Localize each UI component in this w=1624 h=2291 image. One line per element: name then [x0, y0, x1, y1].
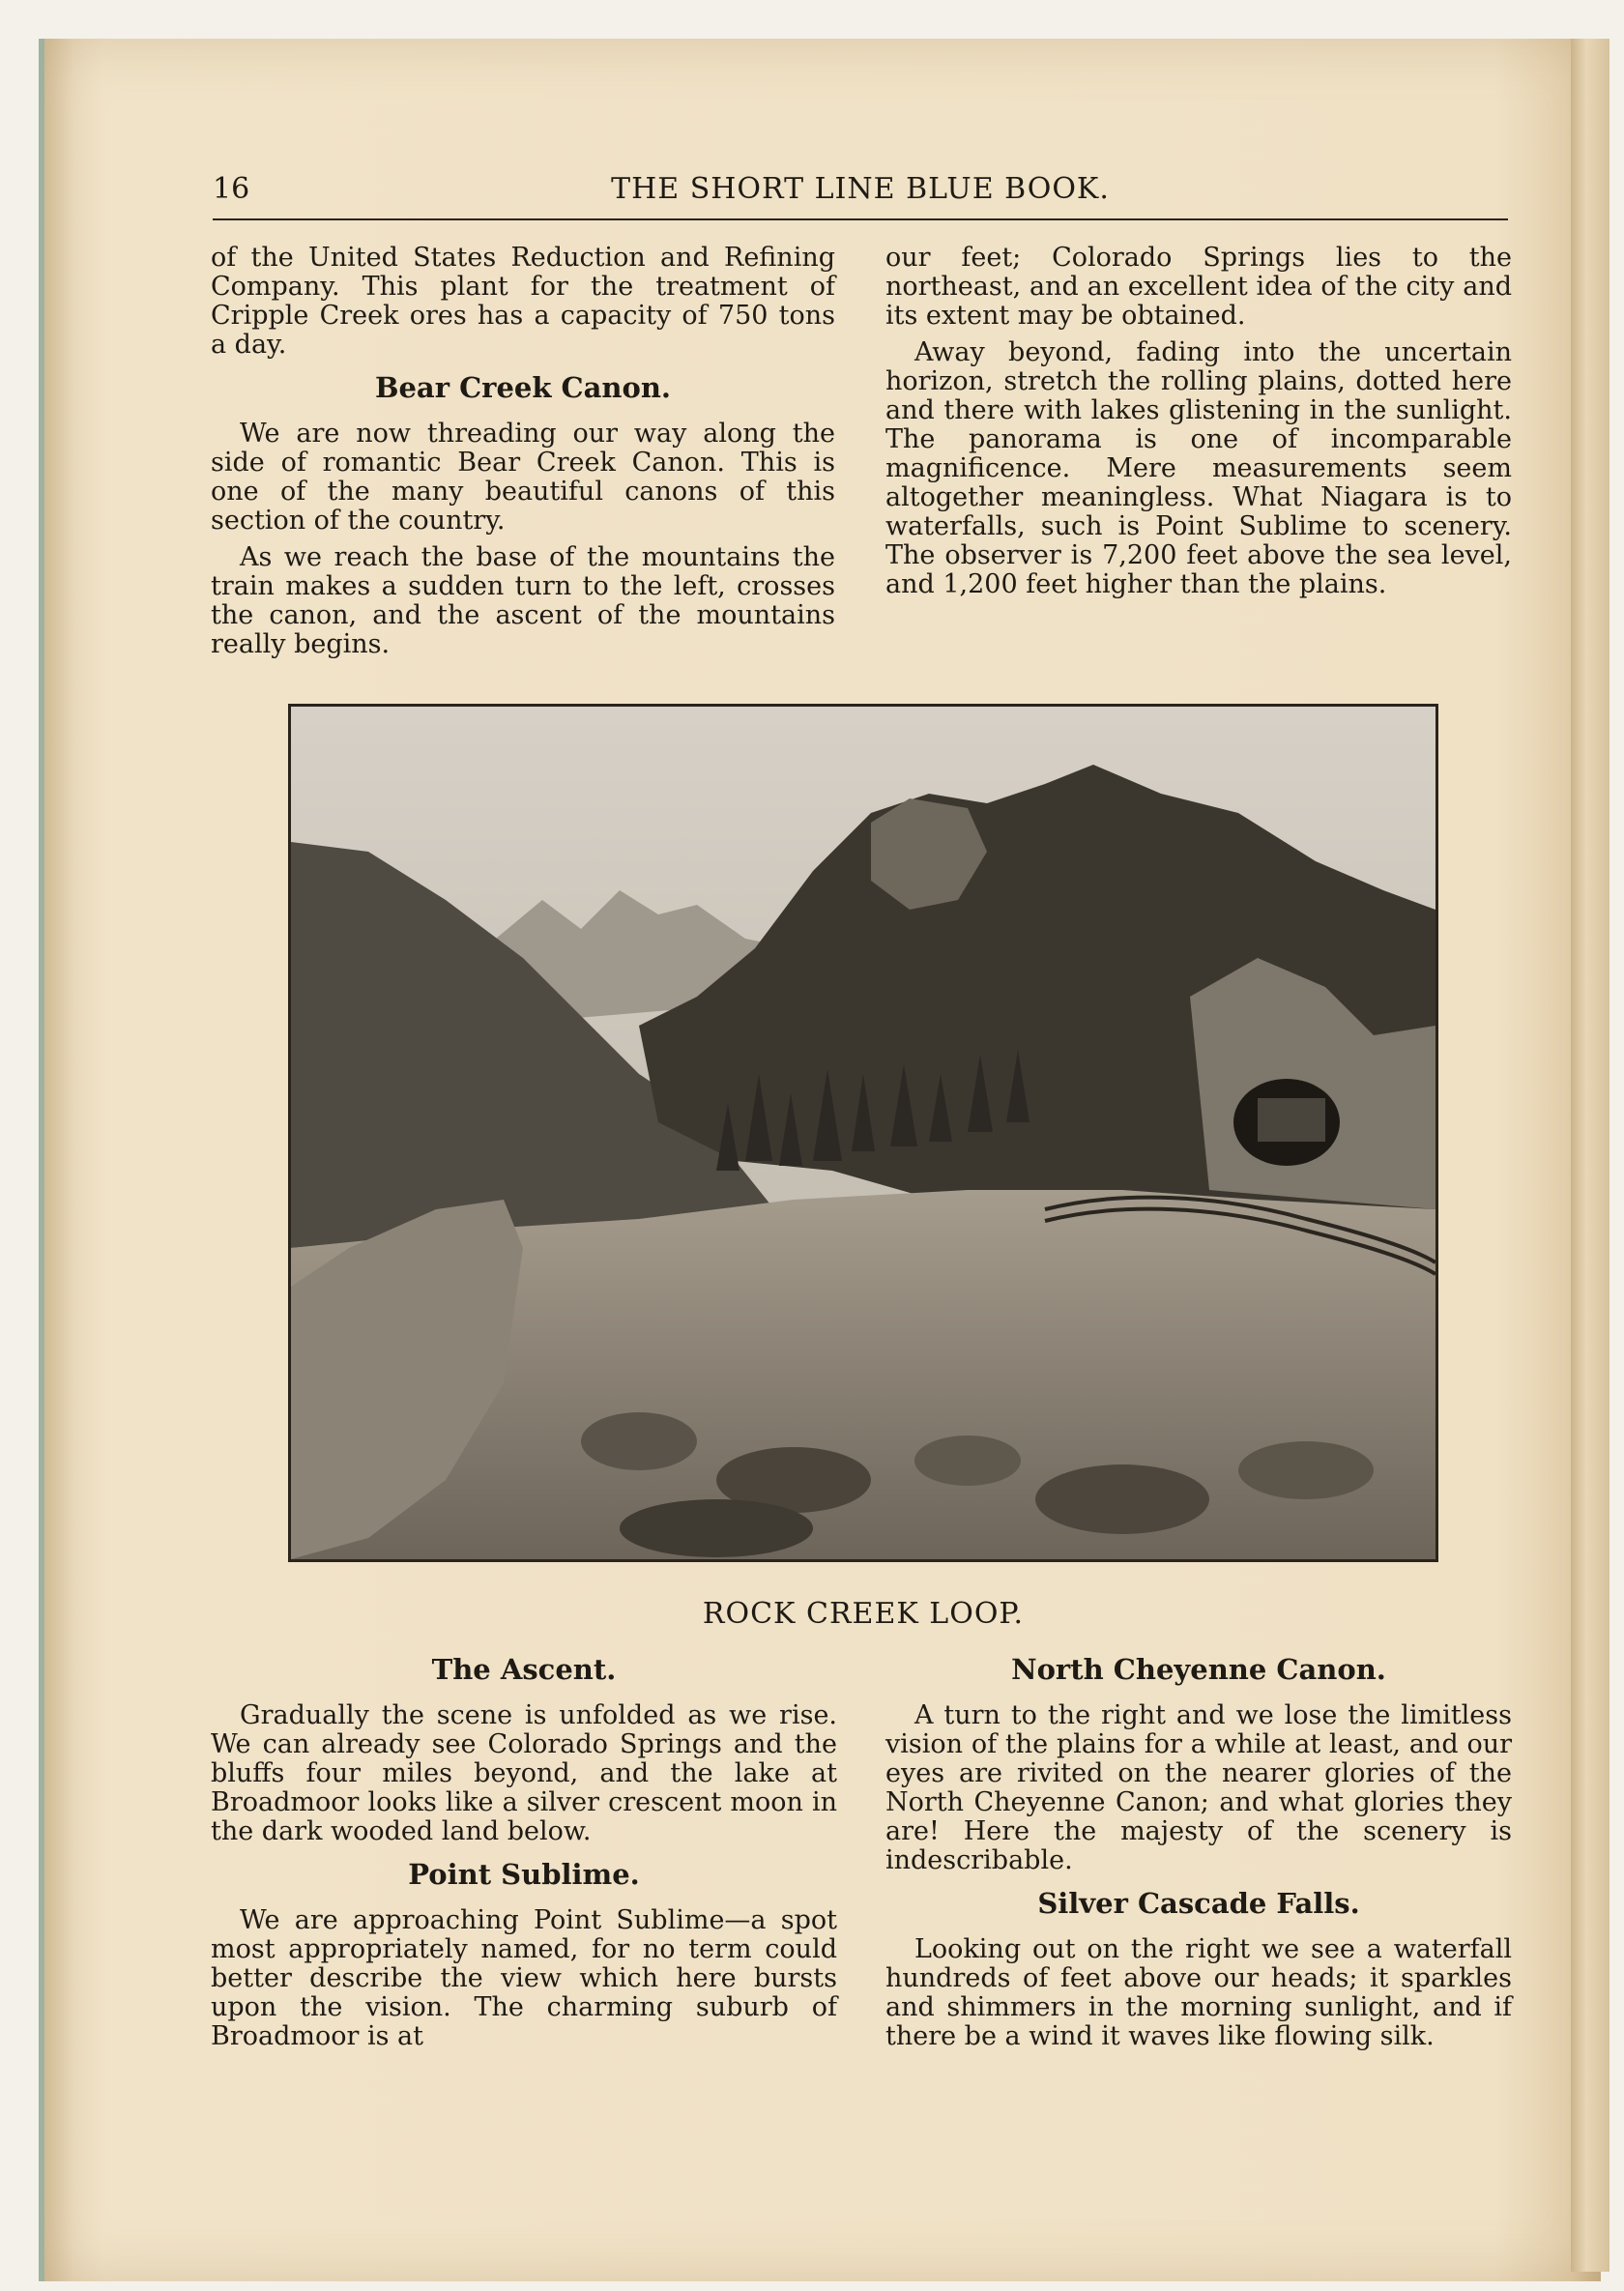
running-title: THE SHORT LINE BLUE BOOK. — [611, 172, 1110, 206]
mountain-railway-photo — [291, 707, 1436, 1559]
paragraph: Gradually the scene is unfolded as we rise. We can already see Colorado Springs and the bluffs four miles beyond, and the lake at Broadmoor looks like a silver crescent moon in the dark wooded land below. — [211, 1700, 837, 1846]
section-heading-bear-creek: Bear Creek Canon. — [374, 371, 672, 404]
section-heading-point-sublime: Point Sublime. — [408, 1858, 640, 1891]
next-page-edge — [1571, 39, 1610, 2272]
top-right-column — [885, 244, 1512, 607]
section-heading-north-cheyenne-canon: North Cheyenne Canon. — [1011, 1653, 1386, 1686]
page-number: 16 — [213, 172, 250, 206]
section-heading-the-ascent: The Ascent. — [431, 1653, 617, 1686]
paragraph: We are approaching Point Sublime—a spot most appropriately named, for no term could better describe the view which here bursts upon the vision. The charming suburb of Broadmoor is at — [211, 1905, 837, 2051]
photo-caption: ROCK CREEK LOOP. — [702, 1597, 1025, 1631]
paragraph: Away beyond, fading into the uncertain horizon, stretch the rolling plains, dotted here and there with lakes glistening in the sunlight. The panorama is one of incomparable magnificence. Mere measurements seem altogether meaningless. What Niagara is to waterfalls, such is Point Sublime to scenery. The observer is 7,200 feet above the sea level, and 1,200 feet higher than the plains. — [885, 337, 1512, 599]
paragraph: A turn to the right and we lose the limitless vision of the plains for a while at least, and our eyes are rivited on the nearer glories of the North Cheyenne Canon; and what glories they are! Here the majesty of the scenery is indescribable. — [885, 1700, 1512, 1875]
page-header — [213, 172, 1508, 220]
paragraph: Looking out on the right we see a waterfall hundreds of feet above our heads; it sparkles and shimmers in the morning sunlight, and if there be a wind it waves like flowing silk. — [885, 1934, 1512, 2051]
bottom-left-column — [211, 1641, 837, 2059]
section-heading-silver-cascade-falls: Silver Cascade Falls. — [1037, 1887, 1360, 1920]
paragraph: We are now threading our way along the side of romantic Bear Creek Canon. This is one of the many beautiful canons of this section of the country. — [211, 419, 835, 536]
bottom-right-column — [885, 1641, 1512, 2059]
header-rule — [213, 218, 1508, 220]
paragraph: As we reach the base of the mountains the train makes a sudden turn to the left, crosses the canon, and the ascent of the mountains really begins. — [211, 542, 835, 659]
photograph-rock-creek-loop — [288, 704, 1438, 1562]
paragraph: of the United States Reduction and Refining Company. This plant for the treatment of Cripple Creek ores has a capacity of 750 tons a day. — [211, 243, 835, 360]
top-left-column — [211, 244, 835, 667]
paragraph: our feet; Colorado Springs lies to the northeast, and an excellent idea of the city and its extent may be obtained. — [885, 243, 1512, 331]
